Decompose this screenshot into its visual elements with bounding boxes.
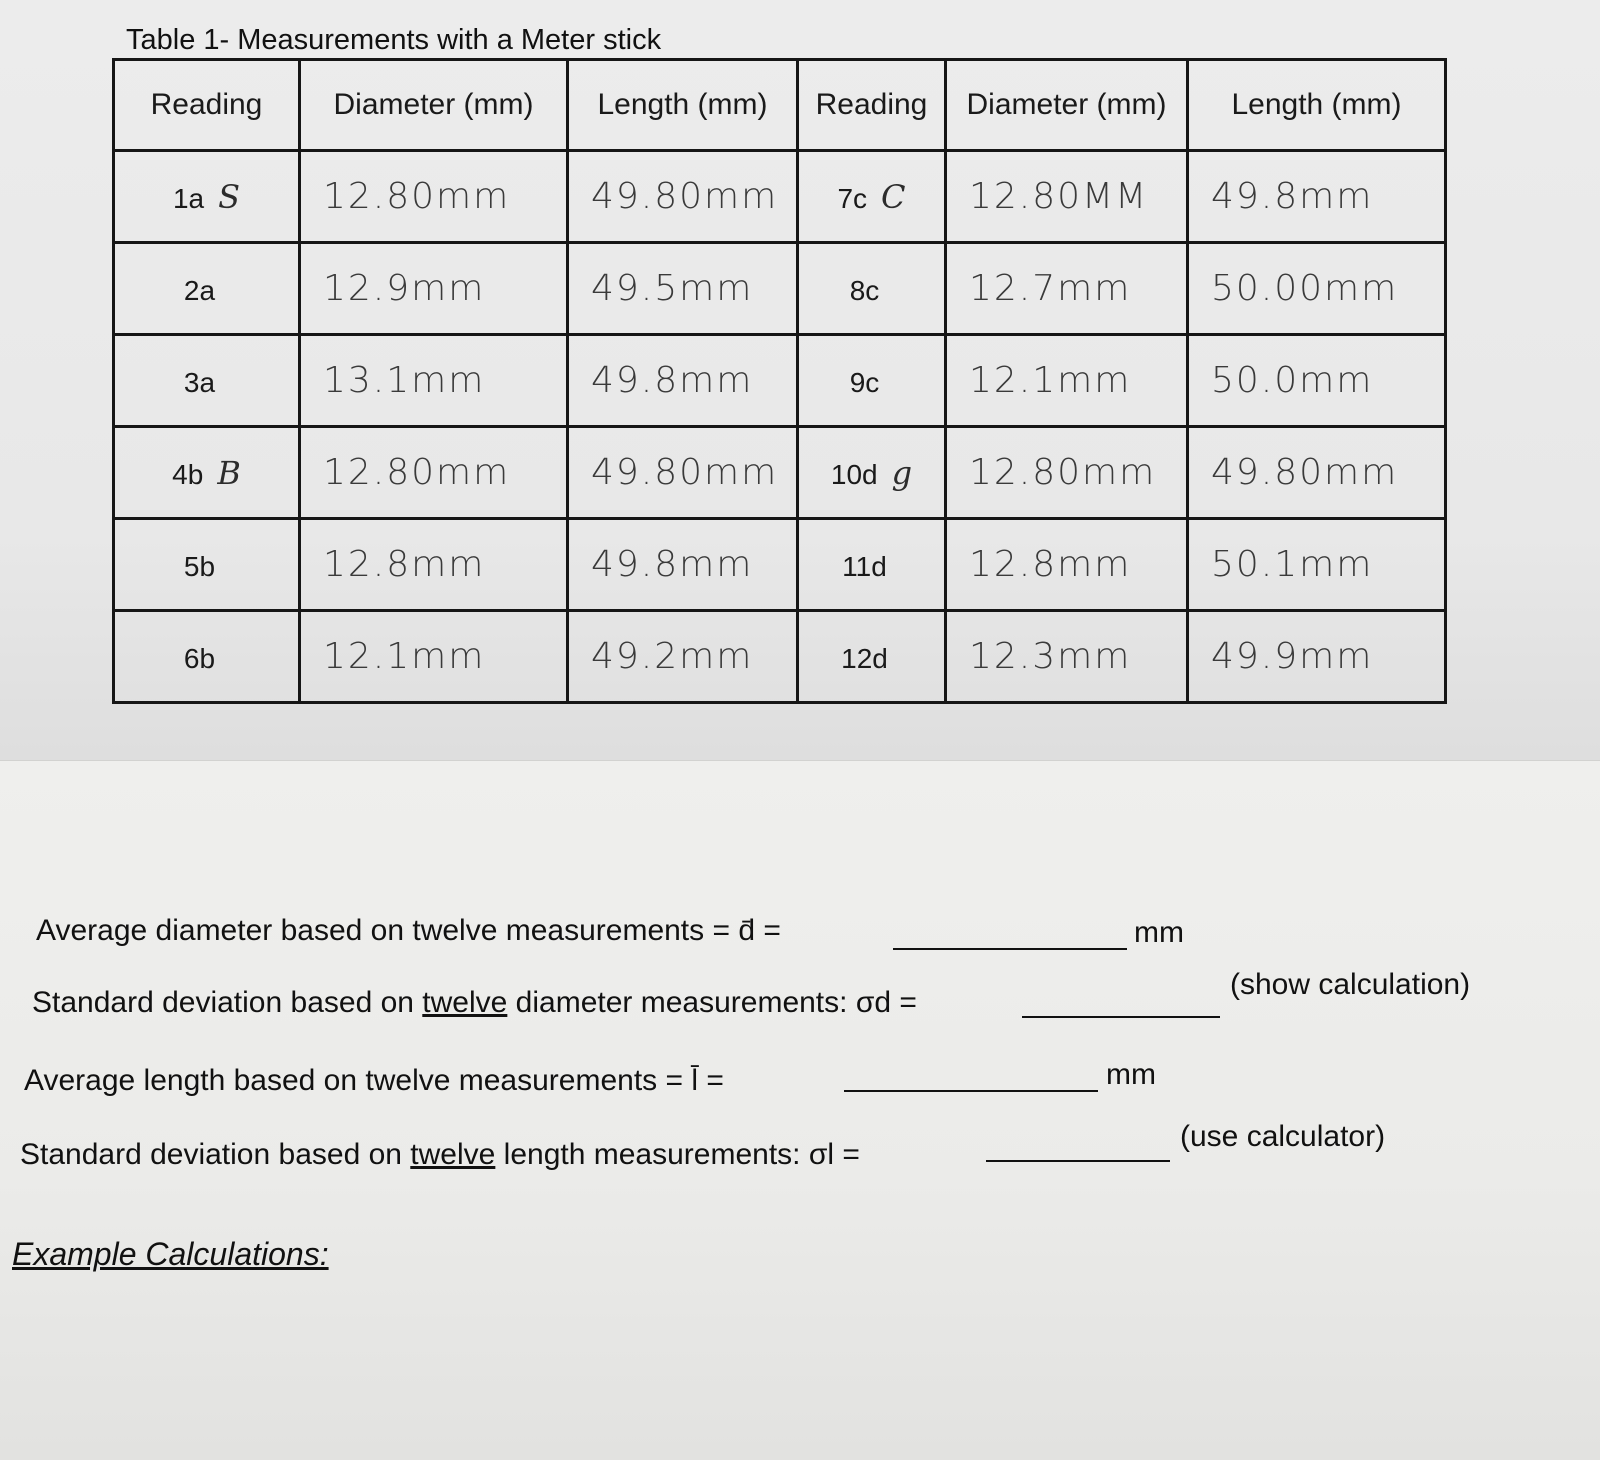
reading-value: 7c [837,182,868,214]
handwritten-mark: S [218,177,241,216]
reading-cell [798,611,946,703]
sd-length-note: (use calculator) [1180,1120,1386,1153]
length-cell [568,519,798,611]
length-cell [1188,335,1446,427]
diameter-value: 12.80mm [969,452,1157,493]
length-cell [1188,519,1446,611]
reading-value: 11d [842,550,887,582]
diameter-value: 12.3mm [969,636,1132,677]
length-cell [568,243,798,335]
header-diameter-left: Diameter (mm) [300,60,568,151]
reading-value: 3a [183,366,216,398]
reading-cell [114,243,300,335]
diameter-cell [300,151,568,243]
sd-length-label-post: length measurements: σl = [495,1138,860,1171]
diameter-cell [946,151,1188,243]
reading-cell [798,519,946,611]
length-cell [568,335,798,427]
diameter-value: 12.8mm [969,544,1132,585]
sd-diameter-label [32,986,917,1020]
diameter-value: 12.8mm [323,544,486,585]
diameter-value: 12.1mm [969,360,1132,401]
diameter-value: 12.9mm [323,268,486,309]
table-row [114,243,1446,335]
sd-diameter-label-post: diameter measurements: σd = [507,986,917,1019]
diameter-value: 12.80mm [323,176,511,217]
length-value: 50.1mm [1211,544,1374,585]
table-row [114,519,1446,611]
reading-value: 12d [841,642,888,674]
length-value: 49.80mm [1211,452,1399,493]
example-calculations-heading: Example Calculations: [12,1236,329,1272]
reading-cell [114,335,300,427]
avg-length-blank[interactable] [844,1090,1098,1092]
avg-length-label: Average length based on twelve measurements = l̄ = [24,1064,724,1097]
handwritten-mark: C [881,177,906,216]
reading-cell [114,611,300,703]
length-value: 49.5mm [591,268,754,309]
length-value: 49.2mm [591,636,754,677]
diameter-cell [946,335,1188,427]
sd-diameter-label-underlined: twelve [422,986,508,1019]
diameter-value: 12.7mm [969,268,1132,309]
diameter-value: 12.80MM [969,176,1149,217]
sd-length-label [20,1138,860,1172]
length-cell [1188,151,1446,243]
header-length-left: Length (mm) [568,60,798,151]
length-value: 49.8mm [1211,176,1374,217]
sd-diameter-note: (show calculation) [1230,968,1471,1001]
reading-cell [114,519,300,611]
table-row [114,611,1446,703]
avg-diameter-label: Average diameter based on twelve measurements = d̄ = [36,914,781,947]
table-row [114,335,1446,427]
handwritten-mark: g [891,453,913,492]
diameter-cell [946,519,1188,611]
reading-cell [798,151,946,243]
reading-cell [798,243,946,335]
header-diameter-right: Diameter (mm) [946,60,1188,151]
length-value: 49.80mm [591,452,779,493]
reading-cell [114,151,300,243]
diameter-cell [300,335,568,427]
sd-length-label-pre: Standard deviation based on [20,1138,411,1171]
paper-lower-half [0,760,1600,1460]
diameter-value: 12.80mm [323,452,511,493]
length-cell [568,611,798,703]
reading-cell [114,427,300,519]
reading-cell [798,427,946,519]
length-cell [1188,427,1446,519]
diameter-cell [946,243,1188,335]
length-value: 49.80mm [591,176,779,217]
diameter-value: 12.1mm [323,636,486,677]
sd-length-label-underlined: twelve [410,1138,496,1171]
diameter-cell [300,519,568,611]
reading-value: 4b [172,458,204,490]
table-row [114,427,1446,519]
length-value: 50.00mm [1211,268,1399,309]
avg-length-unit: mm [1106,1058,1156,1091]
length-value: 49.8mm [591,360,754,401]
sd-diameter-label-pre: Standard deviation based on [32,986,423,1019]
header-reading-right: Reading [798,60,946,151]
diameter-cell [300,243,568,335]
reading-cell [798,335,946,427]
reading-value: 9c [849,366,880,398]
reading-value: 2a [183,274,216,306]
measurements-table [112,58,1447,704]
length-value: 50.0mm [1211,360,1374,401]
diameter-value: 13.1mm [323,360,486,401]
reading-value: 10d [830,458,878,490]
length-cell [568,151,798,243]
table-title: Table 1- Measurements with a Meter stick [126,24,662,56]
table-header-row [114,60,1446,151]
header-reading-left: Reading [114,60,300,151]
reading-value: 8c [849,274,880,306]
sd-length-blank[interactable] [986,1160,1170,1162]
table-row [114,151,1446,243]
handwritten-mark: B [217,453,241,492]
reading-value: 6b [183,642,216,674]
reading-value: 5b [183,550,216,582]
length-value: 49.8mm [591,544,754,585]
reading-value: 1a [172,182,205,214]
length-cell [1188,243,1446,335]
diameter-cell [946,611,1188,703]
avg-diameter-unit: mm [1134,916,1184,949]
length-value: 49.9mm [1211,636,1374,677]
sd-diameter-blank[interactable] [1022,1016,1220,1018]
header-length-right: Length (mm) [1188,60,1446,151]
avg-diameter-blank[interactable] [893,948,1127,950]
length-cell [1188,611,1446,703]
diameter-cell [300,427,568,519]
diameter-cell [300,611,568,703]
length-cell [568,427,798,519]
diameter-cell [946,427,1188,519]
